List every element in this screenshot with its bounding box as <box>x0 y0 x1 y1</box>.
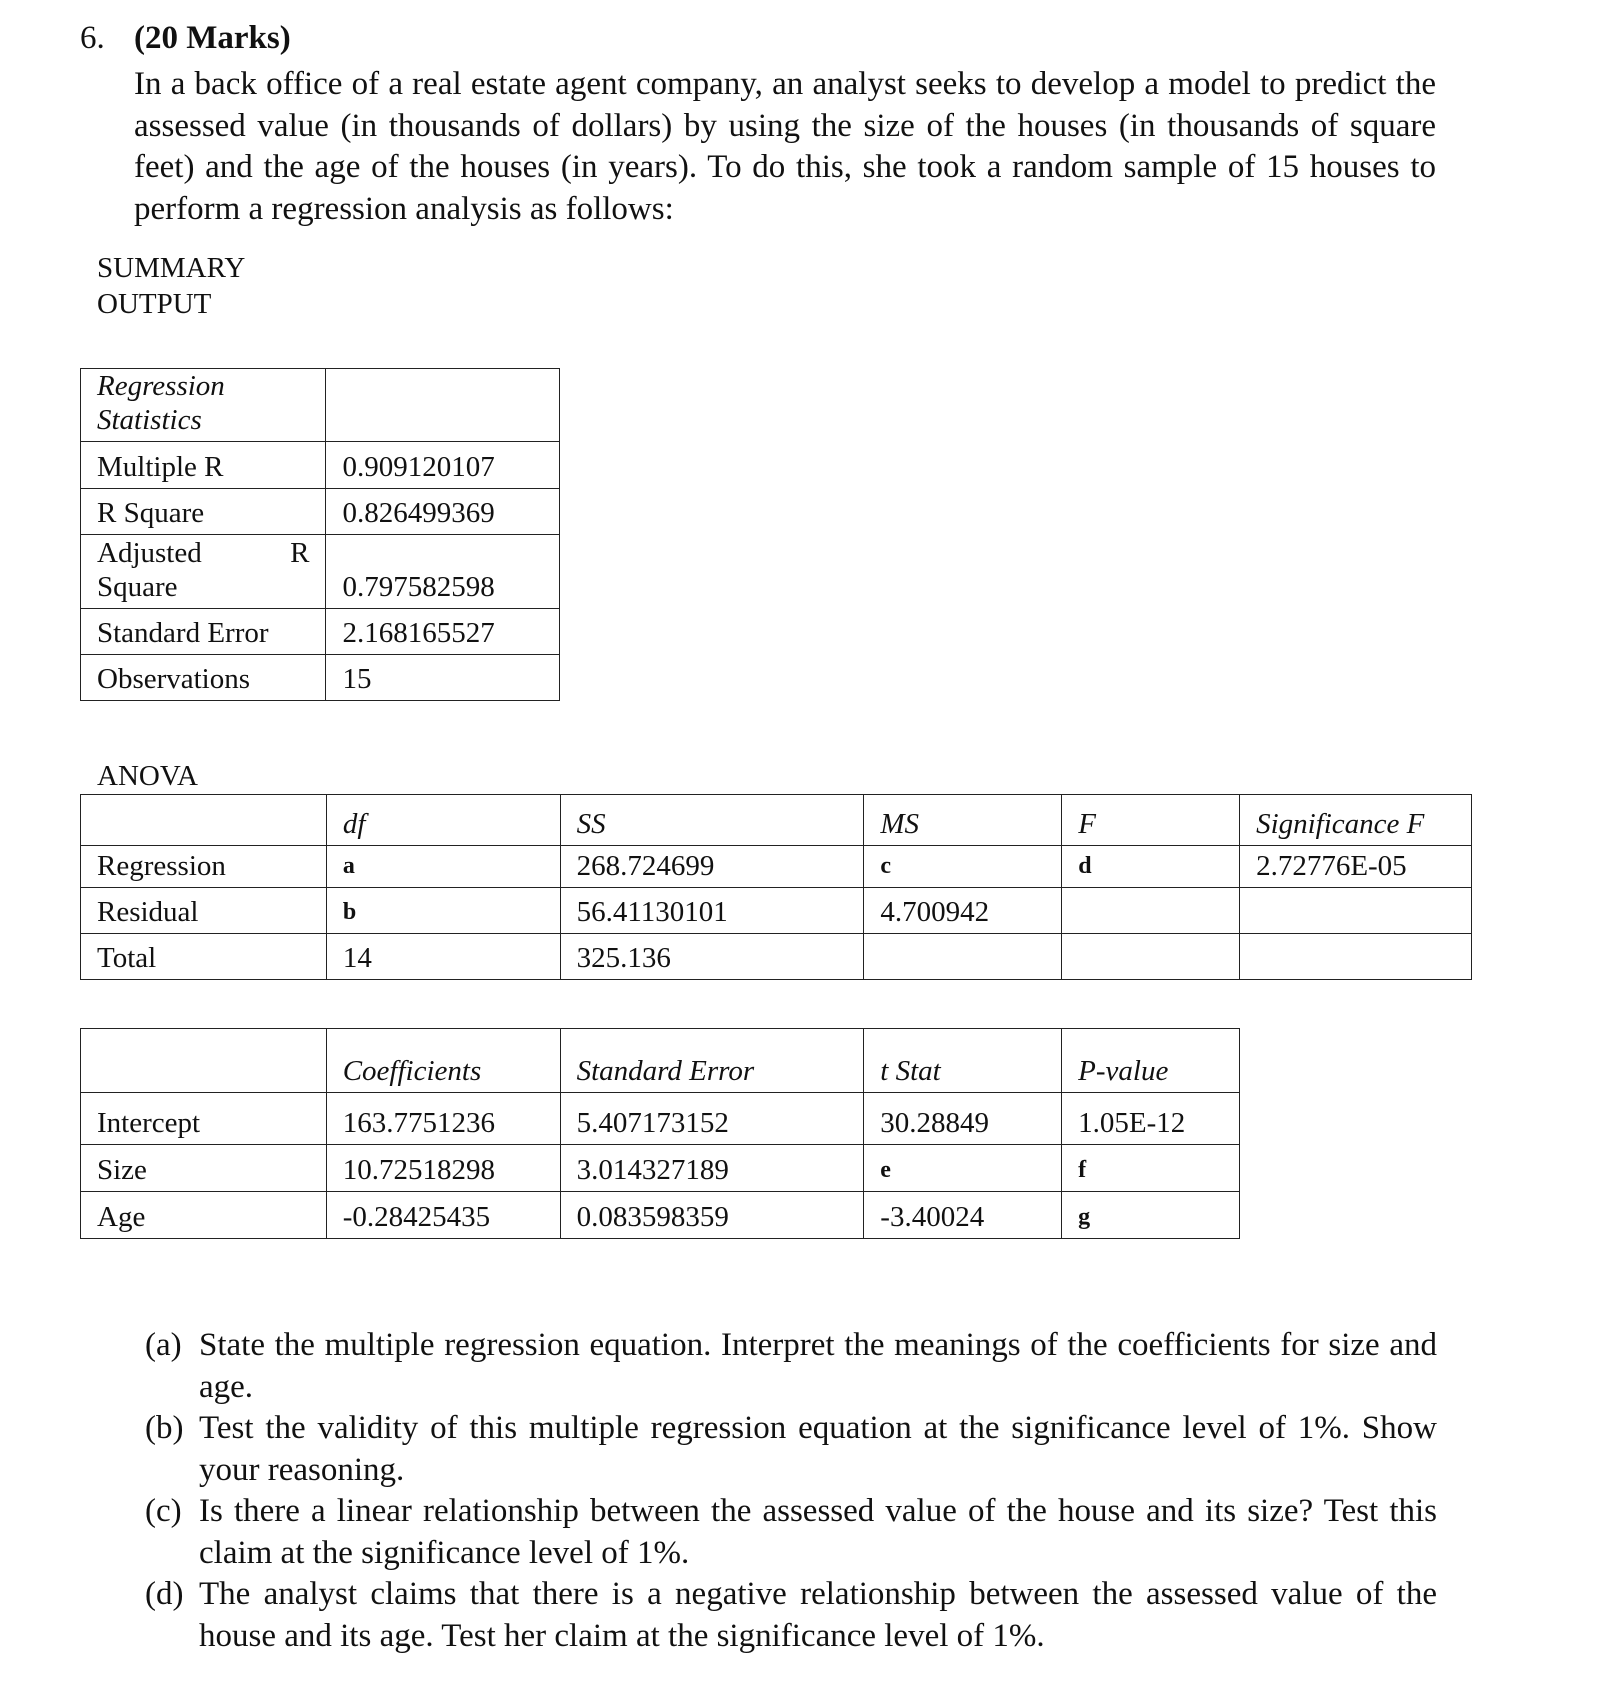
table-cell: 5.407173152 <box>560 1093 864 1145</box>
table-header-row <box>81 795 1472 846</box>
summary-title-line: OUTPUT <box>97 288 212 320</box>
stat-value: 15 <box>326 655 560 701</box>
table-cell: d <box>1062 846 1240 888</box>
table-row <box>81 609 560 655</box>
question-marks: (20 Marks) <box>134 20 291 56</box>
column-header <box>81 795 327 846</box>
regression-statistics-header: Regression Statistics <box>81 369 326 442</box>
table-row <box>81 442 560 489</box>
anova-title: ANOVA <box>97 760 198 792</box>
table-cell: c <box>864 846 1062 888</box>
table-cell: 3.014327189 <box>560 1145 864 1192</box>
table-cell: 30.28849 <box>864 1093 1062 1145</box>
table-cell: g <box>1062 1192 1240 1239</box>
column-header: Coefficients <box>326 1029 560 1093</box>
table-cell: 2.72776E-05 <box>1240 846 1472 888</box>
table-header-row <box>81 1029 1240 1093</box>
table-cell: -0.28425435 <box>326 1192 560 1239</box>
table-row <box>81 888 1472 934</box>
stat-label: Multiple R <box>81 442 326 489</box>
column-header: df <box>326 795 560 846</box>
table-row <box>81 369 560 442</box>
anova-table <box>80 794 1472 980</box>
table-row <box>81 655 560 701</box>
question-part-b: (b) Test the validity of this multiple regression equation at the significance level of 1%. Show your reasoning. <box>145 1410 1437 1488</box>
table-cell: 4.700942 <box>864 888 1062 934</box>
question-parts <box>145 1325 1437 1657</box>
table-cell: b <box>326 888 560 934</box>
column-header: SS <box>560 795 864 846</box>
table-row <box>81 1192 1240 1239</box>
table-cell: a <box>326 846 560 888</box>
column-header: P-value <box>1062 1029 1240 1093</box>
table-cell: 268.724699 <box>560 846 864 888</box>
regression-statistics-table <box>80 368 560 701</box>
table-cell <box>1062 934 1240 980</box>
stat-value: 0.826499369 <box>326 489 560 535</box>
summary-output-title <box>97 250 245 322</box>
question-number: 6. <box>80 20 105 56</box>
table-row <box>81 846 1472 888</box>
table-cell: 0.083598359 <box>560 1192 864 1239</box>
question-part-a: (a) State the multiple regression equation. Interpret the meanings of the coefficients for size and age. <box>145 1327 1437 1405</box>
row-label: Regression <box>81 846 327 888</box>
table-row <box>81 1145 1240 1192</box>
stat-label: Standard Error <box>81 609 326 655</box>
table-cell: 163.7751236 <box>326 1093 560 1145</box>
table-cell <box>1062 888 1240 934</box>
stat-value: 0.797582598 <box>326 535 560 609</box>
row-label: Age <box>81 1192 327 1239</box>
table-cell: -3.40024 <box>864 1192 1062 1239</box>
summary-title-line: SUMMARY <box>97 252 246 284</box>
table-row <box>81 1093 1240 1145</box>
stat-label: Adjusted R Square <box>81 535 326 609</box>
column-header: Significance F <box>1240 795 1472 846</box>
column-header: F <box>1062 795 1240 846</box>
table-cell: 14 <box>326 934 560 980</box>
column-header: t Stat <box>864 1029 1062 1093</box>
stat-value: 0.909120107 <box>326 442 560 489</box>
row-label: Size <box>81 1145 327 1192</box>
table-cell <box>1240 888 1472 934</box>
table-cell: 10.72518298 <box>326 1145 560 1192</box>
table-cell: f <box>1062 1145 1240 1192</box>
table-cell: 1.05E-12 <box>1062 1093 1240 1145</box>
table-row <box>81 489 560 535</box>
table-cell <box>864 934 1062 980</box>
table-row <box>81 535 560 609</box>
column-header <box>81 1029 327 1093</box>
question-part-c: (c) Is there a linear relationship between the assessed value of the house and its size? Test this claim at the significance level of 1%. <box>145 1493 1437 1571</box>
stat-label: R Square <box>81 489 326 535</box>
row-label: Residual <box>81 888 327 934</box>
table-row <box>81 934 1472 980</box>
column-header: Standard Error <box>560 1029 864 1093</box>
table-cell <box>1240 934 1472 980</box>
coefficients-table <box>80 1028 1240 1239</box>
question-part-d: (d) The analyst claims that there is a negative relationship between the assessed value of the house and its age. Test her claim at the significance level of 1%. <box>145 1576 1437 1654</box>
question-intro: In a back office of a real estate agent company, an analyst seeks to develop a model to predict the assessed value (in thousands of dollars) by using the size of the houses (in thousands of square feet) and the age of the houses (in years). To do this, she took a random sample of 15 houses to perform a regression analysis as follows: <box>134 66 1436 227</box>
table-cell: e <box>864 1145 1062 1192</box>
row-label: Total <box>81 934 327 980</box>
column-header: MS <box>864 795 1062 846</box>
table-cell: 56.41130101 <box>560 888 864 934</box>
stat-value: 2.168165527 <box>326 609 560 655</box>
row-label: Intercept <box>81 1093 327 1145</box>
stat-label: Observations <box>81 655 326 701</box>
table-cell: 325.136 <box>560 934 864 980</box>
